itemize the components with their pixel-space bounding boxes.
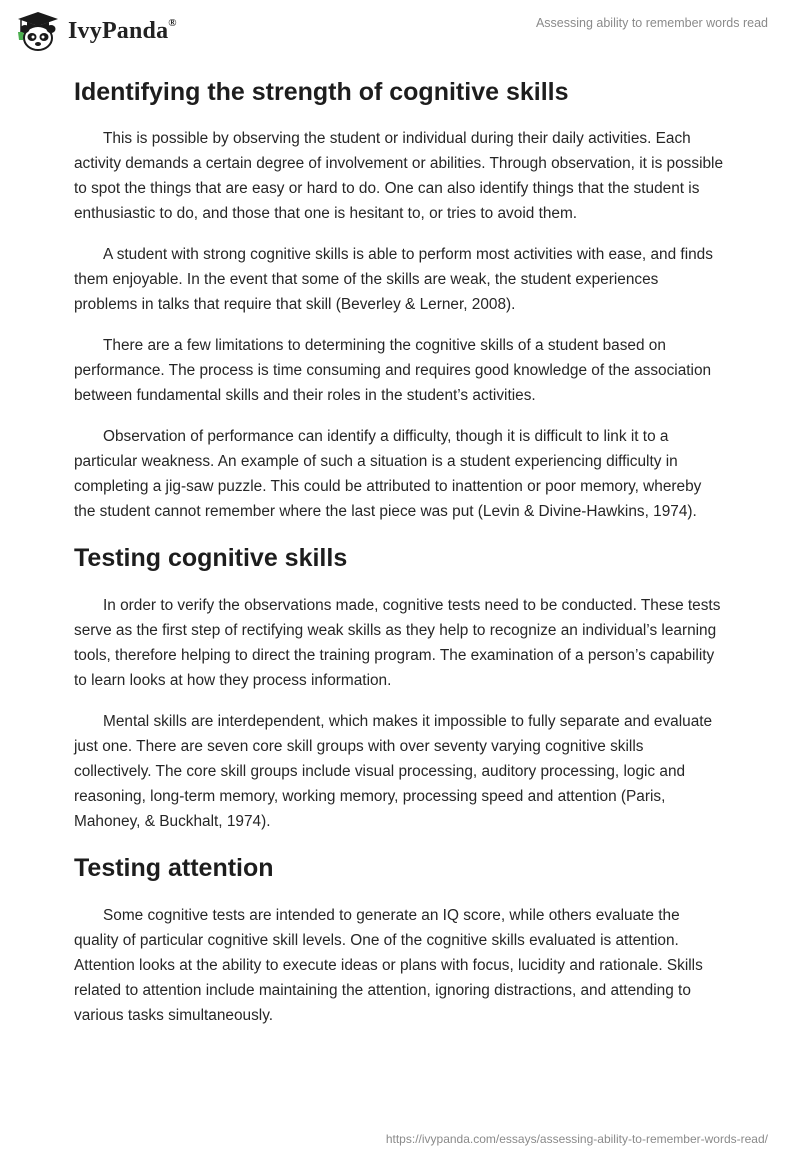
brand-name: IvyPanda® [68,16,177,44]
ivypanda-logo[interactable] [14,10,177,52]
document-title: Assessing ability to remember words read [535,16,768,30]
paragraph: This is possible by observing the student or individual during their daily activities. Each activity demands a certain degree of involvement or abilities. Through observation, it is possible to spot the things that are easy or hard to do. One can also identify things that the student is enthusiastic to do, and those that one is hesitant to, or tries to avoid them. [74,130,724,222]
section-heading: Testing cognitive skills [74,544,348,572]
paragraph: Mental skills are interdependent, which makes it impossible to fully separate and evaluate just one. There are seven core skill groups with over seventy varying cognitive skills collectively. The core skill groups include visual processing, auditory processing, logic and reasoning, long-term memory, working memory, processing speed and attention (Paris, Mahoney, & Buckhalt, 1974). [74,713,713,830]
paragraph: There are a few limitations to determining the cognitive skills of a student based on performance. The process is time consuming and requires good knowledge of the association between fundamental skills and their roles in the student’s activities. [74,337,712,404]
paragraph: Some cognitive tests are intended to generate an IQ score, while others evaluate the quality of particular cognitive skill levels. One of the cognitive skills evaluated is attention. Attention looks at the ability to execute ideas or plans with focus, lucidity and rationale. Skills related to attention include maintaining the attention, ignoring distractions, and attending to various tasks simultaneously. [74,907,703,1024]
section-heading: Identifying the strength of cognitive skills [74,78,569,106]
panda-graduate-icon [14,10,62,52]
essay-content [74,70,724,1044]
paragraph: In order to verify the observations made, cognitive tests need to be conducted. These tests serve as the first step of rectifying weak skills as they help to recognize an individual’s learning tools, therefore helping to direct the training program. The examination of a person’s capability to learn looks at how they process information. [74,597,721,689]
section-heading: Testing attention [74,854,274,882]
source-url-link[interactable]: https://ivypanda.com/essays/assessing-ability-to-remember-words-read/ [385,1132,768,1146]
paragraph: Observation of performance can identify a difficulty, though it is difficult to link it to a particular weakness. An example of such a situation is a student experiencing difficulty in completing a jig-saw puzzle. This could be attributed to inattention or poor memory, whereby the student cannot remember where the last piece was put (Levin & Divine-Hawkins, 1974). [74,428,702,520]
page-header [0,0,800,60]
registered-mark: ® [168,16,177,29]
paragraph: A student with strong cognitive skills is able to perform most activities with ease, and finds them enjoyable. In the event that some of the skills are weak, the student experiences problems in talks that require that skill (Beverley & Lerner, 2008). [74,246,713,313]
